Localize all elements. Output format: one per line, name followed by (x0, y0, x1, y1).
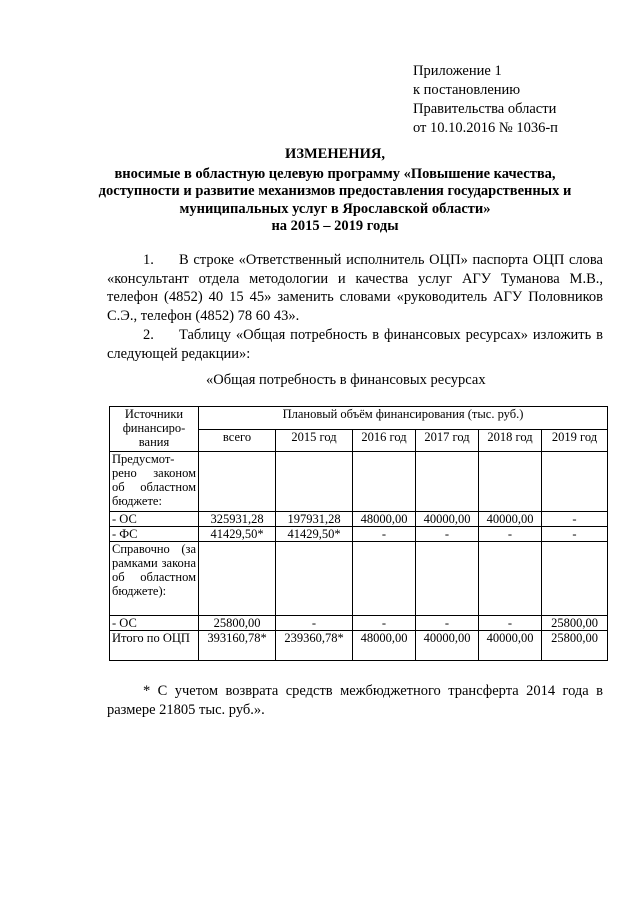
table-cell: - (353, 527, 416, 542)
table-cell: - (479, 527, 542, 542)
heading-line-3: муниципальных услуг в Ярославской области» (179, 200, 491, 217)
item-2-number: 2. (143, 327, 154, 343)
heading-title: ИЗМЕНЕНИЯ, (285, 146, 385, 162)
table-cell: - (353, 616, 416, 631)
table-cell: 41429,50* (199, 527, 276, 542)
header-col-2019: 2019 год (542, 429, 608, 452)
table-cell: 48000,00 (353, 512, 416, 527)
annex-line-1: Приложение 1 (413, 63, 502, 79)
document-heading (95, 146, 575, 236)
item-1-text: В строке «Ответственный исполнитель ОЦП» паспорта ОЦП слова «консультант отдела методологии и качества услуг АГУ Туманова М.В., телефон (4852) 40 15 45» заменить словами «руководитель АГУ Половников С.Э., телефон (4852) 78 60 43». (107, 252, 603, 324)
table-cell: - (276, 616, 353, 631)
table-row-section-1 (110, 452, 608, 512)
item-1-number: 1. (143, 252, 154, 268)
table-cell: 197931,28 (276, 512, 353, 527)
annex-line-3: Правительства области (413, 101, 557, 117)
table-header-row (110, 407, 608, 430)
table-cell: 393160,78* (199, 631, 276, 661)
table-cell: - (416, 616, 479, 631)
header-planned: Плановый объём финансирования (тыс. руб.) (199, 407, 608, 430)
annex-block (413, 62, 558, 138)
item-2 (107, 326, 603, 363)
table-cell: 25800,00 (542, 631, 608, 661)
item-1 (107, 251, 603, 325)
table-cell: 40000,00 (416, 512, 479, 527)
table-cell: 239360,78* (276, 631, 353, 661)
heading-line-1: вносимые в областную целевую программу «Повышение качества, (114, 165, 556, 182)
heading-line-2: доступности и развитие механизмов предоставления государственных и (98, 183, 572, 199)
finance-table (109, 406, 608, 661)
table-cell: - (479, 616, 542, 631)
section-1-label: Предусмот-рено законом об областном бюджете: (110, 452, 199, 512)
footnote-text: * С учетом возврата средств межбюджетного трансферта 2014 года в размере 21805 тыс. руб.». (107, 683, 603, 718)
table-cell: - (542, 512, 608, 527)
row-total-label: Итого по ОЦП (110, 631, 199, 661)
row-os-2-label: - ОС (110, 616, 199, 631)
table-cell: 25800,00 (199, 616, 276, 631)
table-cell: 325931,28 (199, 512, 276, 527)
item-2-text: Таблицу «Общая потребность в финансовых ресурсах» изложить в следующей редакции»: (107, 327, 603, 362)
table-title: «Общая потребность в финансовых ресурсах (206, 372, 486, 388)
annex-line-2: к постановлению (413, 82, 521, 98)
annex-line-4: от 10.10.2016 № 1036-п (413, 120, 558, 136)
header-col-2017: 2017 год (416, 429, 479, 452)
table-cell: 25800,00 (542, 616, 608, 631)
table-row-fs (110, 527, 608, 542)
section-2-label: Справочно (за рамками закона об областном бюджете): (110, 542, 199, 616)
header-col-2015: 2015 год (276, 429, 353, 452)
header-source: Источники финансиро-вания (110, 407, 199, 452)
table-cell: 40000,00 (416, 631, 479, 661)
table-cell: - (416, 527, 479, 542)
table-cell: 48000,00 (353, 631, 416, 661)
header-col-total: всего (199, 429, 276, 452)
table-row-os-2 (110, 616, 608, 631)
header-col-2018: 2018 год (479, 429, 542, 452)
table-row-total (110, 631, 608, 661)
table-cell: 40000,00 (479, 512, 542, 527)
table-row-os-1 (110, 512, 608, 527)
table-row-section-2 (110, 542, 608, 616)
row-fs-label: - ФС (110, 527, 199, 542)
table-cell: 40000,00 (479, 631, 542, 661)
header-col-2016: 2016 год (353, 429, 416, 452)
table-cell: 41429,50* (276, 527, 353, 542)
footnote (107, 682, 603, 719)
row-os-1-label: - ОС (110, 512, 199, 527)
table-cell: - (542, 527, 608, 542)
heading-line-4: на 2015 – 2019 годы (271, 218, 399, 234)
